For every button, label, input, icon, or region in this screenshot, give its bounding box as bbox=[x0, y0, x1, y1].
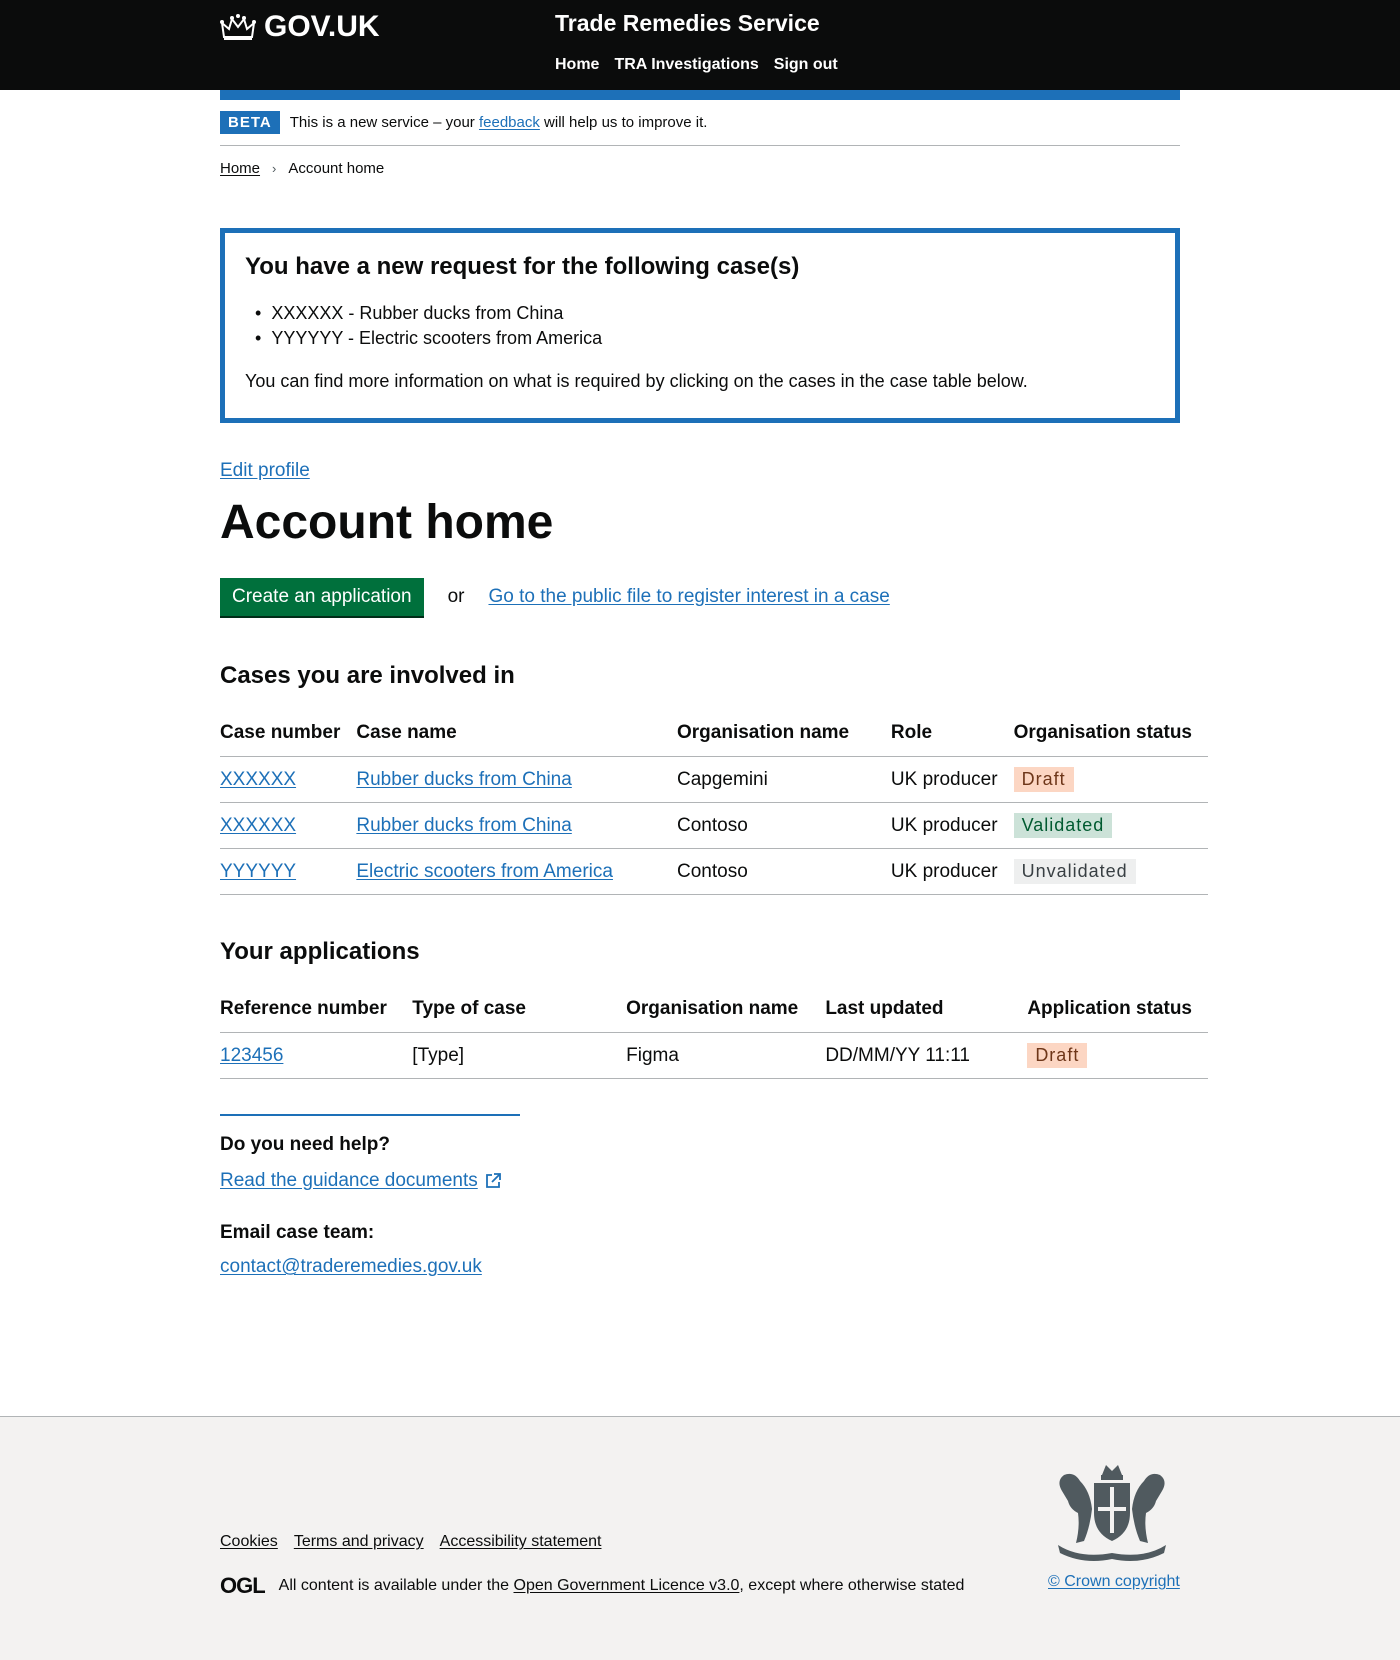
crown-copyright-link[interactable]: © Crown copyright bbox=[1048, 1573, 1180, 1590]
notification-title: You have a new request for the following case(s) bbox=[245, 253, 800, 280]
breadcrumb-home[interactable]: Home bbox=[220, 160, 261, 177]
licence-text-before: All content is available under the bbox=[278, 1577, 510, 1594]
role: UK producer bbox=[891, 849, 1014, 895]
public-file-link[interactable]: Go to the public file to register interest in a case bbox=[488, 586, 890, 607]
header-inner bbox=[220, 0, 1180, 90]
crown-icon bbox=[220, 13, 256, 41]
help-divider bbox=[220, 1114, 520, 1116]
organisation-name: Contoso bbox=[677, 849, 891, 895]
site-footer bbox=[0, 1416, 1400, 1660]
footer-link-terms[interactable]: Terms and privacy bbox=[293, 1533, 424, 1550]
footer-link-accessibility[interactable]: Accessibility statement bbox=[439, 1533, 602, 1550]
status-badge: Unvalidated bbox=[1014, 859, 1136, 884]
table-header-row bbox=[220, 710, 1208, 757]
breadcrumb bbox=[220, 160, 1180, 177]
col-case-name: Case name bbox=[356, 710, 677, 757]
organisation-name: Capgemini bbox=[677, 757, 891, 803]
role: UK producer bbox=[891, 757, 1014, 803]
or-text: or bbox=[447, 586, 465, 607]
header-nav bbox=[555, 56, 838, 74]
chevron-right-icon: › bbox=[272, 161, 277, 176]
applications-heading: Your applications bbox=[220, 938, 420, 965]
cases-heading: Cases you are involved in bbox=[220, 662, 515, 689]
col-application-status: Application status bbox=[1027, 986, 1208, 1033]
govuk-logo-link[interactable] bbox=[220, 10, 380, 44]
table-row bbox=[220, 803, 1208, 849]
beta-tag: BETA bbox=[220, 111, 280, 134]
page-title: Account home bbox=[220, 496, 554, 549]
email-link[interactable]: contact@traderemedies.gov.uk bbox=[220, 1256, 482, 1277]
licence-link[interactable]: Open Government Licence v3.0 bbox=[513, 1577, 740, 1594]
help-title: Do you need help? bbox=[220, 1134, 390, 1155]
role: UK producer bbox=[891, 803, 1014, 849]
table-header-row bbox=[220, 986, 1208, 1033]
table-row bbox=[220, 849, 1208, 895]
phase-banner bbox=[220, 100, 1180, 146]
licence-row bbox=[220, 1573, 964, 1599]
phase-text-before: This is a new service – your bbox=[289, 114, 475, 131]
cases-table bbox=[220, 710, 1208, 895]
col-last-updated: Last updated bbox=[825, 986, 1027, 1033]
notification-item: • XXXXXX - Rubber ducks from China bbox=[255, 301, 1155, 326]
email-title: Email case team: bbox=[220, 1222, 375, 1243]
applications-table bbox=[220, 986, 1208, 1079]
footer-link-cookies[interactable]: Cookies bbox=[220, 1533, 278, 1550]
status-badge: Draft bbox=[1027, 1043, 1087, 1068]
col-type-of-case: Type of case bbox=[412, 986, 626, 1033]
notification-body: You can find more information on what is required by clicking on the cases in the case table below. bbox=[245, 371, 1028, 391]
notification-banner bbox=[220, 228, 1180, 423]
col-organisation-name: Organisation name bbox=[626, 986, 825, 1033]
case-name-link[interactable]: Rubber ducks from China bbox=[356, 814, 572, 836]
feedback-link[interactable]: feedback bbox=[478, 114, 540, 131]
table-row bbox=[220, 757, 1208, 803]
status-badge: Draft bbox=[1014, 767, 1074, 792]
guidance-documents-link[interactable]: Read the guidance documents bbox=[220, 1170, 478, 1191]
actions-row bbox=[220, 578, 1180, 616]
logo-text: GOV.UK bbox=[264, 10, 380, 43]
nav-home[interactable]: Home bbox=[555, 56, 600, 73]
organisation-name: Figma bbox=[626, 1033, 825, 1079]
external-link-icon bbox=[484, 1172, 502, 1190]
site-header bbox=[0, 0, 1400, 90]
breadcrumb-current: Account home bbox=[288, 160, 385, 177]
service-name[interactable]: Trade Remedies Service bbox=[555, 10, 820, 36]
col-case-number: Case number bbox=[220, 710, 356, 757]
nav-tra-investigations[interactable]: TRA Investigations bbox=[614, 56, 759, 73]
notification-item: • YYYYYY - Electric scooters from America bbox=[255, 326, 1155, 351]
table-row bbox=[220, 1033, 1208, 1079]
reference-number-link[interactable]: 123456 bbox=[220, 1044, 284, 1066]
case-number-link[interactable]: XXXXXX bbox=[220, 768, 297, 790]
ogl-logo-icon: OGL bbox=[220, 1573, 265, 1598]
footer-links bbox=[220, 1533, 601, 1551]
case-name-link[interactable]: Rubber ducks from China bbox=[356, 768, 572, 790]
phase-text-after: will help us to improve it. bbox=[544, 114, 708, 131]
status-badge: Validated bbox=[1014, 813, 1113, 838]
notification-list bbox=[245, 301, 1155, 351]
guidance-row bbox=[220, 1170, 1180, 1192]
licence-text-after: , except where otherwise stated bbox=[739, 1577, 965, 1594]
case-name-link[interactable]: Electric scooters from America bbox=[356, 860, 613, 882]
header-blue-bar bbox=[220, 90, 1180, 100]
col-reference-number: Reference number bbox=[220, 986, 412, 1033]
case-number-link[interactable]: XXXXXX bbox=[220, 814, 297, 836]
edit-profile-link[interactable]: Edit profile bbox=[220, 460, 310, 481]
col-role: Role bbox=[891, 710, 1014, 757]
last-updated: DD/MM/YY 11:11 bbox=[825, 1033, 1027, 1079]
type-of-case: [Type] bbox=[412, 1033, 626, 1079]
col-organisation-name: Organisation name bbox=[677, 710, 891, 757]
organisation-name: Contoso bbox=[677, 803, 891, 849]
nav-sign-out[interactable]: Sign out bbox=[773, 56, 838, 73]
case-number-link[interactable]: YYYYYY bbox=[220, 860, 297, 882]
col-organisation-status: Organisation status bbox=[1014, 710, 1208, 757]
royal-coat-of-arms-icon bbox=[1050, 1461, 1175, 1563]
create-application-button[interactable]: Create an application bbox=[220, 578, 424, 616]
